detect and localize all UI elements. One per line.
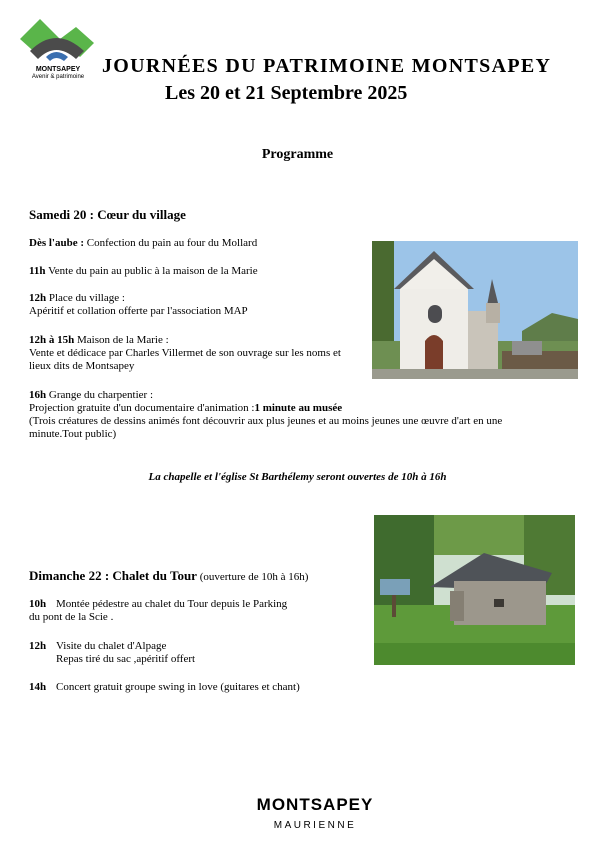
sat-item-3 xyxy=(29,292,248,318)
sun-item-3 xyxy=(29,681,300,694)
sun-item-1 xyxy=(29,598,287,624)
sat-item-4-text: Maison de la Marie : xyxy=(74,334,169,346)
sat-item-2 xyxy=(29,265,258,278)
sun-item-2-text: Visite du chalet d'Alpage xyxy=(56,640,167,652)
sat-item-2-time: 11h xyxy=(29,265,46,277)
sunday-heading xyxy=(29,568,308,584)
sun-item-2-line2: Repas tiré du sac ,apéritif offert xyxy=(56,653,196,665)
sat-item-5 xyxy=(29,389,502,441)
sun-item-3-text: Concert gratuit groupe swing in love (guitares et chant) xyxy=(56,681,300,693)
sat-item-5-line4: minute.Tout public) xyxy=(29,428,117,440)
sat-item-3-text: Place du village : xyxy=(46,292,125,304)
sat-item-5-time: 16h xyxy=(29,389,47,401)
program-heading: Programme xyxy=(261,147,334,162)
sun-item-1-text: Montée pédestre au chalet du Tour depuis le Parking xyxy=(56,598,288,610)
sun-item-2 xyxy=(29,640,195,666)
sat-item-5-text: Grange du charpentier : xyxy=(46,389,154,401)
sat-item-5-line3: (Trois créatures de dessins animés font découvrir aux plus jeunes et au moins jeunes une œuvre d'art en une xyxy=(29,415,503,427)
sun-item-1-time: 10h xyxy=(29,598,47,610)
sat-item-4 xyxy=(29,334,341,373)
chapel-opening-note: La chapelle et l'église St Barthélemy seront ouvertes de 10h à 16h xyxy=(148,471,447,483)
chalet-photo xyxy=(374,515,575,665)
sat-item-5-line2: Projection gratuite d'un documentaire d'animation : xyxy=(29,402,255,414)
sat-item-1-text: Confection du pain au four du Mollard xyxy=(84,237,258,249)
sat-item-1 xyxy=(29,237,257,250)
logo-name: MONTSAPEY xyxy=(35,66,81,73)
sat-item-4-line3: lieux dits de Montsapey xyxy=(29,360,135,372)
sat-item-1-time: Dès l'aube : xyxy=(29,237,84,249)
sat-item-2-text: Vente du pain au public à la maison de la Marie xyxy=(45,265,258,277)
sunday-heading-hours: (ouverture de 10h à 16h) xyxy=(196,571,309,583)
page-title: JOURNÉES DU PATRIMOINE MONTSAPEY xyxy=(102,55,552,77)
montsapey-brand-logo: MONTSAPEY xyxy=(256,795,374,814)
sun-item-2-time: 12h xyxy=(29,640,47,652)
event-dates: Les 20 et 21 Septembre 2025 xyxy=(165,82,408,104)
logo-tagline: Avenir & patrimoine xyxy=(31,74,85,80)
saturday-heading: Samedi 20 : Cœur du village xyxy=(29,207,186,222)
sun-item-1-line2: du pont de la Scie . xyxy=(29,611,114,623)
sat-item-3-line2: Apéritif et collation offerte par l'association MAP xyxy=(29,305,248,317)
sat-item-4-time: 12h à 15h xyxy=(29,334,75,346)
maurienne-subtitle: MAURIENNE xyxy=(273,820,357,831)
sat-item-4-line2: Vente et dédicace par Charles Villermet de son ouvrage sur les noms et xyxy=(29,347,341,359)
sun-item-3-time: 14h xyxy=(29,681,47,693)
sat-item-5-film-title: 1 minute au musée xyxy=(254,402,343,414)
chapel-photo xyxy=(372,241,578,379)
sunday-heading-title: Dimanche 22 : Chalet du Tour xyxy=(29,568,197,583)
sat-item-3-time: 12h xyxy=(29,292,47,304)
